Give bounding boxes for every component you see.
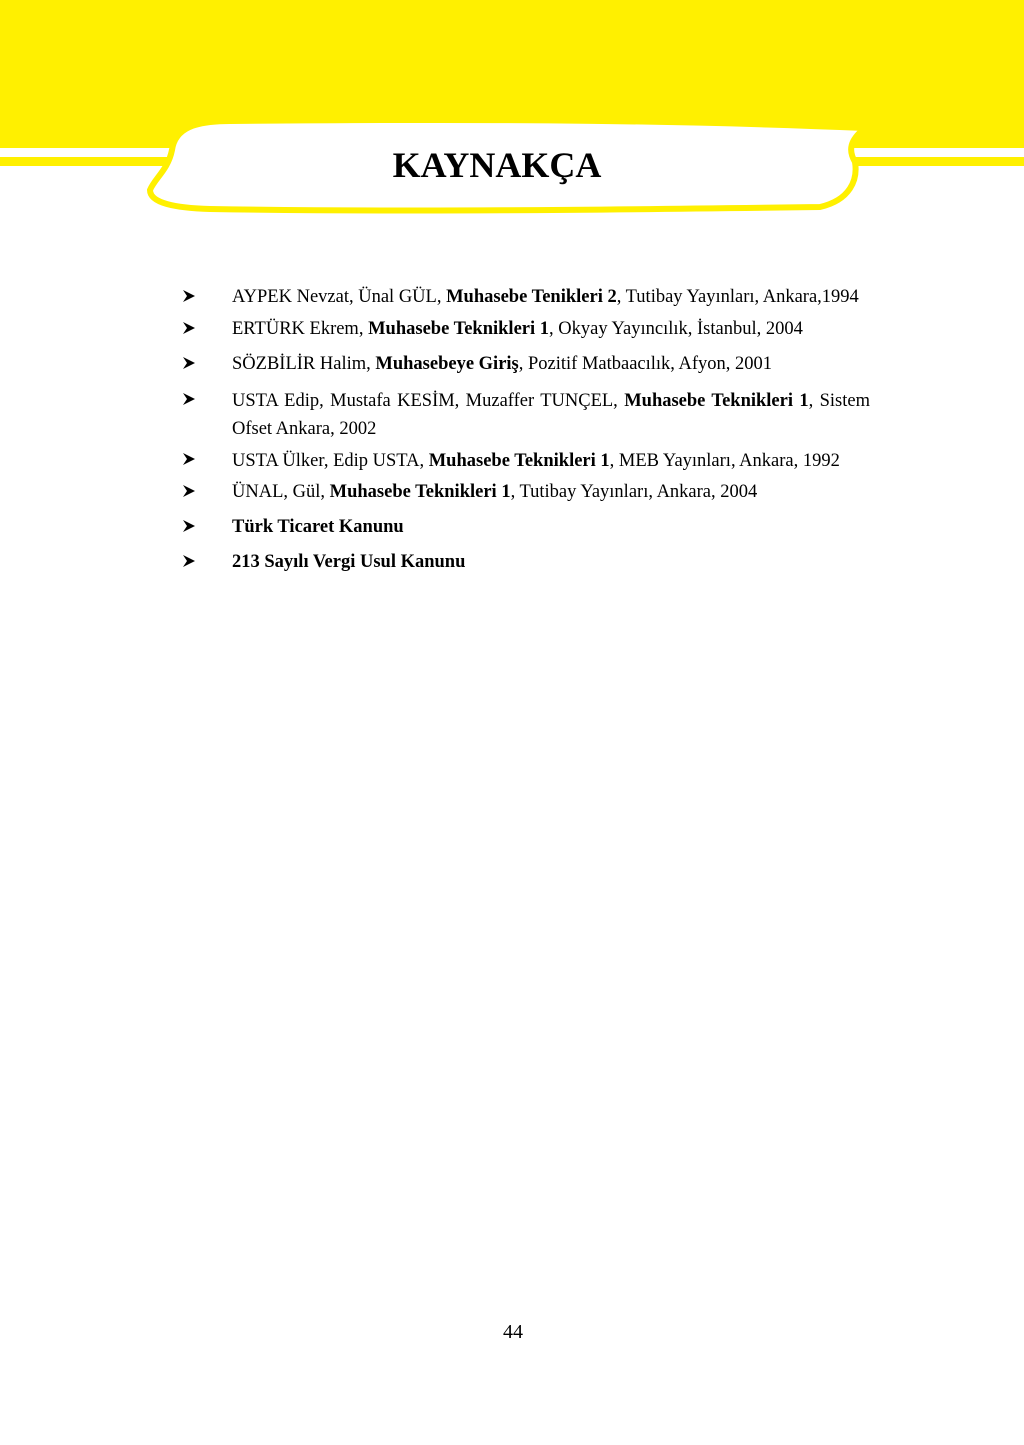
list-item [180,549,870,575]
reference-title: Muhasebe Teknikleri 1 [624,391,809,411]
reference-authors: AYPEK Nevzat, Ünal GÜL, [232,287,447,307]
reference-publisher: , Tutibay Yayınları, Ankara, 2004 [510,482,758,502]
page-title: KAYNAKÇA [392,145,602,185]
reference-title: Muhasebe Teknikleri 1 [368,319,550,339]
reference-publisher: , Okyay Yayıncılık, İstanbul, 2004 [549,319,803,339]
reference-title: Muhasebeye Giriş [375,354,519,374]
reference-authors: USTA Ülker, Edip USTA, [232,451,429,471]
reference-publisher: , Pozitif Matbaacılık, Afyon, 2001 [518,354,773,374]
reference-list [180,284,870,575]
header-banner [0,0,1024,230]
list-item [180,387,870,443]
reference-title: Muhasebe Tenikleri 2 [446,287,617,307]
arrow-bullet-icon [182,549,198,575]
arrow-bullet-icon [182,284,198,310]
reference-title: Muhasebe Teknikleri 1 [428,451,610,471]
list-item [180,514,870,540]
arrow-bullet-icon [182,387,198,413]
reference-authors: ÜNAL, Gül, [232,482,330,502]
list-item [180,284,870,310]
reference-authors: ERTÜRK Ekrem, [232,319,369,339]
arrow-bullet-icon [182,447,198,473]
list-item [180,479,870,505]
list-item [180,447,870,475]
page-number: 44 [503,1321,523,1343]
reference-publisher: , Tutibay Yayınları, Ankara,1994 [616,287,859,307]
reference-authors: USTA Edip, Mustafa KESİM, Muzaffer TUNÇEL, [232,391,625,411]
reference-authors: SÖZBİLİR Halim, [232,354,376,374]
list-item [180,351,870,377]
arrow-bullet-icon [182,514,198,540]
arrow-bullet-icon [182,351,198,377]
reference-title: 213 Sayılı Vergi Usul Kanunu [232,552,466,572]
reference-title: Türk Ticaret Kanunu [232,517,404,537]
reference-title: Muhasebe Teknikleri 1 [329,482,511,502]
reference-publisher: , Sistem Ofset Ankara, 2002 [232,391,870,439]
list-item [180,316,870,342]
reference-publisher: , MEB Yayınları, Ankara, 1992 [609,451,840,471]
arrow-bullet-icon [182,316,198,342]
arrow-bullet-icon [182,479,198,505]
